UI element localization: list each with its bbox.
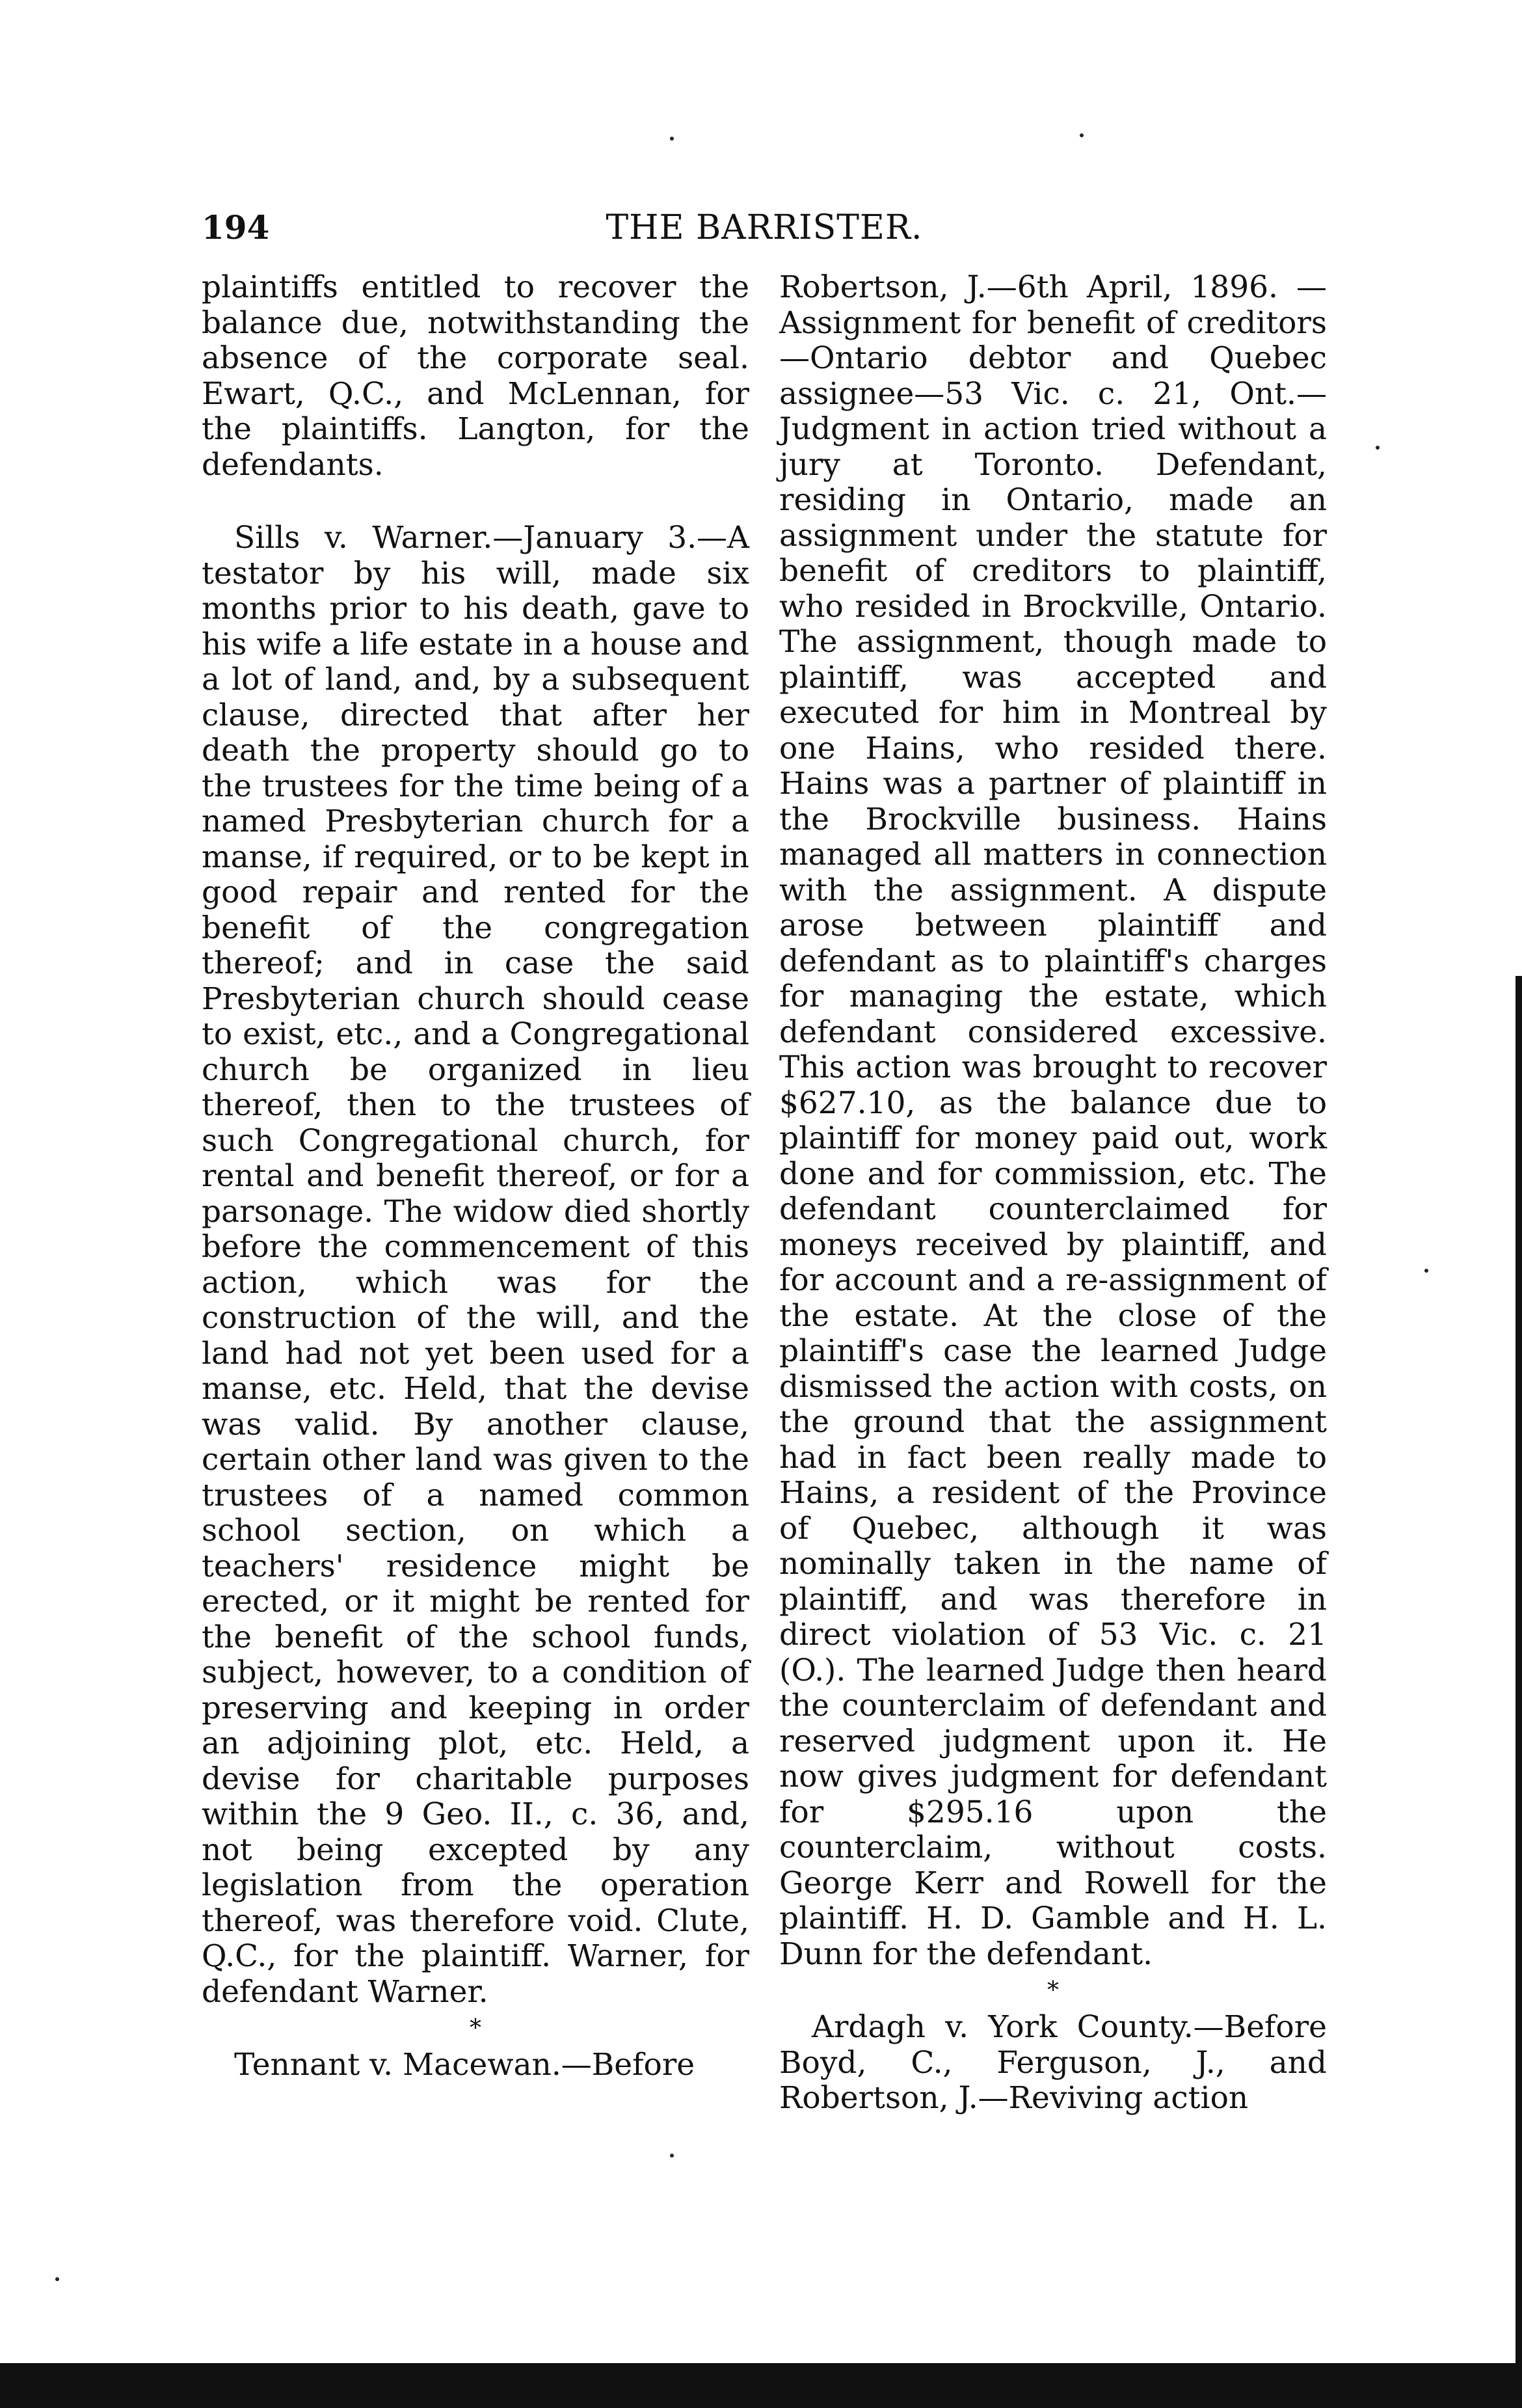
left-column xyxy=(202,270,749,2083)
scan-edge-right xyxy=(1515,976,1522,2407)
paragraph-continued: plaintiffs entitled to recover the balance due, notwithstanding the absence of the corporate seal. Ewart, Q.C., and McLennan, for the plaintiffs. Langton, for the defendants. xyxy=(202,269,749,483)
scan-speck xyxy=(670,137,674,141)
right-column xyxy=(779,270,1327,2117)
page-number: 194 xyxy=(202,208,270,247)
scan-edge-bottom xyxy=(0,2363,1522,2408)
paragraph-tennant-v-macewan: Tennant v. Macewan.—Before xyxy=(234,2047,695,2083)
section-separator: * xyxy=(1047,1977,1059,2004)
paragraph-ardagh-v-york-county: Ardagh v. York County.—Before Boyd, C., Ferguson, J., and Robertson, J.—Reviving action xyxy=(779,2009,1327,2116)
scan-speck xyxy=(1424,1269,1428,1273)
scan-speck xyxy=(1376,446,1380,450)
paragraph-sills-v-warner: Sills v. Warner.—January 3.—A testator by his will, made six months prior to his death, gave to his wife a life estate in a house and a lot of land, and, by a subsequent clause, directed that after her death the property should go to the trustees for the time being of a named Presbyterian church for a manse, if required, or to be kept in good repair and rented for the benefit of the congregation thereof; and in case the said Presbyterian church should cease to exist, etc., and a Congregational church be organized in lieu thereof, then to the trustees of such Congregational church, for rental and benefit thereof, or for a parsonage. The widow died shortly before the commencement of this action, which was for the construction of the will, and the land had not yet been used for a manse, etc. Held, that the devise was valid. By another clause, certain other land was given to the trustees of a named common school section, on which a teachers' residence might be erected, or it might be rented for the benefit of the school funds, subject, however, to a condition of preserving and keeping in order an adjoining plot, etc. Held, a devise for charitable purposes within the 9 Geo. II., c. 36, and, not being excepted by any legislation from the operation thereof, was therefore void. Clute, Q.C., for the plaintiff. Warner, for defendant Warner. xyxy=(202,520,749,2010)
paragraph-tennant-continued: Robertson, J.—6th April, 1896. —Assignment for benefit of creditors—Ontario debtor and Quebec assignee—53 Vic. c. 21, Ont.—Judgment in action tried without a jury at Toronto. Defendant, residing in Ontario, made an assignment under the statute for benefit of creditors to plaintiff, who resided in Brockville, Ontario. The assignment, though made to plaintiff, was accepted and executed for him in Montreal by one Hains, who resided there. Hains was a partner of plaintiff in the Brockville business. Hains managed all matters in connection with the assignment. A dispute arose between plaintiff and defendant as to plaintiff's charges for managing the estate, which defendant considered excessive. This action was brought to recover $627.10, as the balance due to plaintiff for money paid out, work done and for commission, etc. The defendant counterclaimed for moneys received by plaintiff, and for account and a re-assignment of the estate. At the close of the plaintiff's case the learned Judge dismissed the action with costs, on the ground that the assignment had in fact been really made to Hains, a resident of the Province of Quebec, although it was nominally taken in the name of plaintiff, and was therefore in direct violation of 53 Vic. c. 21 (O.). The learned Judge then heard the counterclaim of defendant and reserved judgment upon it. He now gives judgment for defendant for $295.16 upon the counterclaim, without costs. George Kerr and Rowell for the plaintiff. H. D. Gamble and H. L. Dunn for the defendant. xyxy=(779,269,1327,1972)
section-separator xyxy=(202,483,749,521)
scan-speck xyxy=(1080,133,1084,137)
running-title: THE BARRISTER. xyxy=(606,208,923,247)
scan-speck xyxy=(670,2154,674,2158)
page-header xyxy=(202,198,1327,257)
section-separator: * xyxy=(470,2015,481,2042)
scan-speck xyxy=(55,2277,59,2281)
